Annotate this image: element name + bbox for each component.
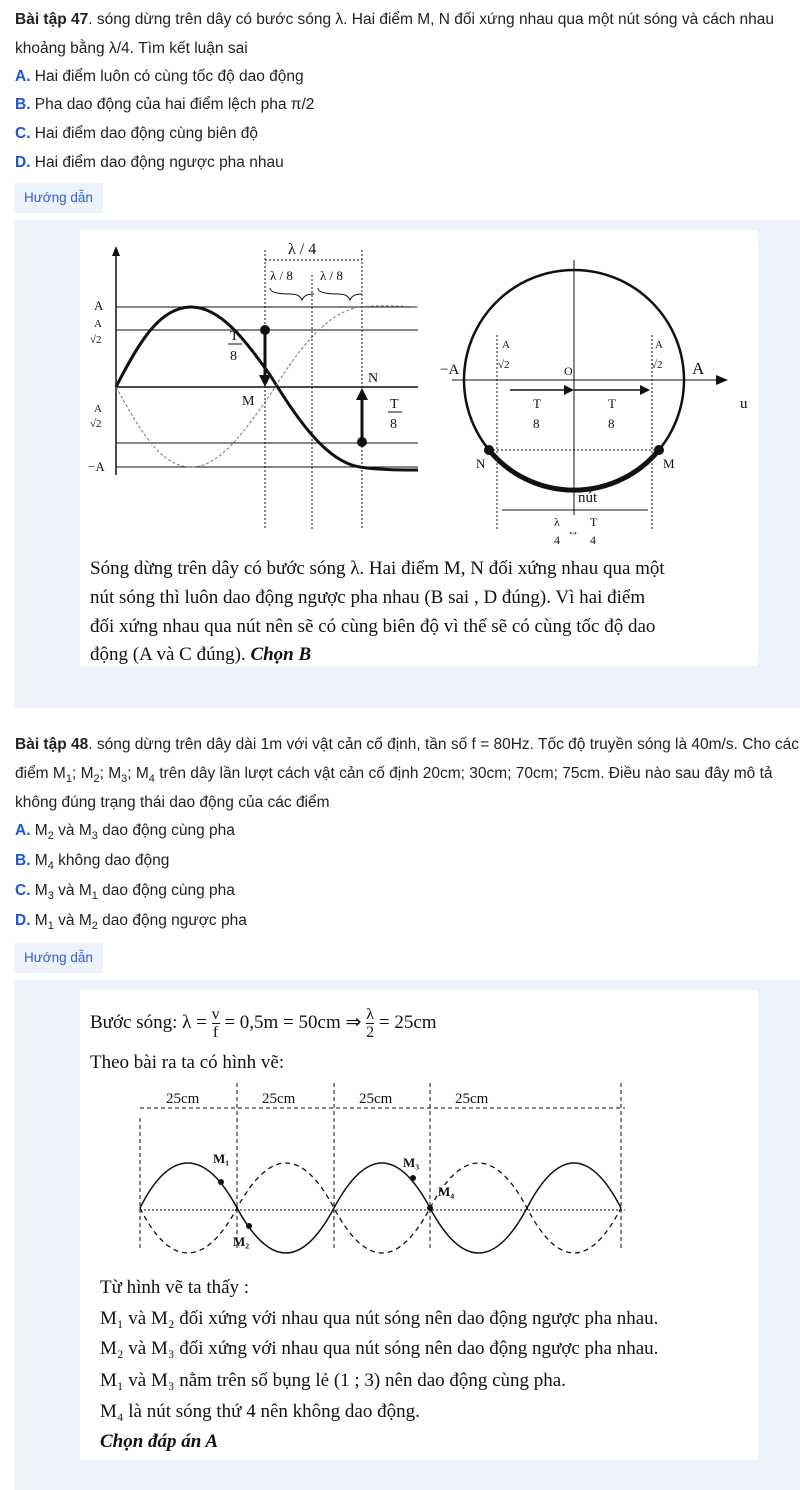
q47-label: Bài tập 47 — [15, 11, 89, 28]
q48-answer: Chọn đáp án A — [100, 1431, 219, 1452]
circle-label-M: M — [663, 456, 675, 471]
q47-text1: . sóng dừng trên dây có bước sóng λ. Hai điểm M, N đối xứng nhau qua một nút sóng và cách nhau — [88, 11, 775, 28]
label-M2: M₂ — [233, 1234, 250, 1249]
label-eight1: 8 — [230, 349, 237, 364]
circle-label-O: O — [564, 364, 573, 378]
circle-label-eight2: 8 — [608, 416, 615, 431]
circle-label-A: A — [692, 359, 705, 378]
q47-solution-panel — [14, 220, 800, 708]
circle-label-negA-sqrt2-den: √2 — [498, 359, 510, 371]
q47-option-c[interactable] — [15, 124, 258, 144]
dot-N — [357, 437, 367, 447]
circle-label-four: 4 — [554, 533, 560, 547]
option-text: Pha dao động của hai điểm lệch pha π/2 — [30, 96, 315, 113]
circle-label-eight1: 8 — [533, 416, 540, 431]
circle-label-arrow: ↔ — [567, 524, 579, 538]
q48-guide-button[interactable]: Hướng dẫn — [14, 943, 103, 973]
q48-conclusion-3: M₁ và M₃ nằm trên số bụng lẻ (1 ; 3) nên dao động cùng pha. — [100, 1370, 566, 1391]
option-letter: B. — [15, 96, 31, 113]
q48-text-line1 — [15, 735, 799, 755]
q47-wave-diagram — [80, 230, 758, 550]
circle-label-four2: 4 — [590, 533, 596, 547]
dot-circle-N — [484, 445, 494, 455]
q48-option-d[interactable]: D. $M_1$ và $M_2$ dao động ngược pha — [15, 912, 247, 933]
option-letter: C. — [15, 125, 31, 142]
q47-option-b[interactable] — [15, 95, 314, 115]
q47-text-line2: khoảng bằng λ/4. Tìm kết luận sai — [15, 40, 248, 57]
y-axis-arrow-icon — [112, 246, 120, 256]
q47-solution-line1: Sóng dừng trên dây có bước sóng λ. Hai điểm M, N đối xứng nhau qua một — [90, 558, 665, 579]
label-sqrt2: √2 — [90, 334, 102, 346]
q47-solution-line4 — [90, 644, 311, 666]
q48-solution-panel — [14, 980, 800, 1490]
arrow-M-head-icon — [259, 375, 271, 387]
q48-formula: Bước sóng: λ = $\frac{v}{f}$ = 0,5m = 50cm ⇒ $\frac{\lambda}{2}$ = 25cm — [90, 1006, 437, 1041]
arrow-N-head-icon — [356, 388, 368, 400]
circle-label-A-sqrt2-den: √2 — [651, 359, 663, 371]
option-text: Hai điểm dao động ngược pha nhau — [30, 154, 284, 171]
segment-label-2: 25cm — [262, 1091, 296, 1107]
q48-conclusion-head: Từ hình vẽ ta thấy : — [100, 1277, 250, 1298]
q47-answer: Chọn B — [250, 644, 312, 665]
label-negA-frac-num: A — [94, 403, 102, 415]
q47-solution-card — [80, 230, 758, 666]
circle-label-A-sqrt2-num: A — [655, 339, 663, 351]
segment-label-4: 25cm — [455, 1091, 489, 1107]
label-lambda8-b: λ / 8 — [320, 268, 343, 283]
point-M2 — [246, 1223, 252, 1229]
q48-conclusion-1: M₁ và M₂ đối xứng với nhau qua nút sóng nên dao động ngược pha nhau. — [100, 1308, 659, 1329]
point-M3 — [410, 1175, 416, 1181]
q48-conclusion-2: M₂ và M₃ đối xứng với nhau qua nút sóng nên dao động ngược pha nhau. — [100, 1338, 659, 1359]
label-neg-sqrt2: √2 — [90, 418, 102, 430]
q47-text-line1 — [15, 10, 774, 30]
q48-label: Bài tập 48 — [15, 736, 89, 753]
point-M1 — [218, 1179, 224, 1185]
circle-label-negA: −A — [440, 362, 460, 378]
label-M4: M₄ — [438, 1184, 455, 1199]
label-A: A — [94, 298, 104, 313]
circle-label-nut: nút — [578, 490, 598, 506]
q48-solution-card — [80, 990, 758, 1460]
label-negA: −A — [88, 459, 105, 474]
circle-label-T2: T — [608, 396, 616, 411]
solution-last-text: động (A và C đúng). — [90, 644, 251, 665]
q48-wave-diagram — [80, 1078, 758, 1258]
q48-text1: . sóng dừng trên dây dài 1m với vật cản cố định, tần số f = 80Hz. Tốc độ truyền sóng là 40m/s. Cho các — [88, 736, 800, 753]
label-M1: M₁ — [213, 1151, 230, 1166]
option-letter: D. — [15, 154, 31, 171]
dot-circle-M — [654, 445, 664, 455]
option-letter: A. — [15, 68, 31, 85]
circle-label-T3: T — [590, 515, 598, 529]
q47-option-d[interactable] — [15, 153, 284, 173]
haxis-arrow-icon — [716, 375, 728, 385]
label-lambda4: λ / 4 — [288, 241, 317, 258]
label-N: N — [368, 371, 379, 386]
q48-text-line2: điểm $M_1$; $M_2$; $M_3$; $M_4$ trên dây lần lượt cách vật cản cố định 20cm; 30cm; 70cm; 75cm. Điều nào sau đây mô tả — [15, 765, 773, 786]
brace-a-icon — [270, 288, 314, 300]
brace-b-icon — [318, 288, 362, 300]
q47-guide-button[interactable]: Hướng dẫn — [14, 183, 103, 213]
circle-label-lambda: λ — [554, 515, 560, 529]
segment-label-1: 25cm — [166, 1091, 200, 1107]
circle-label-T1: T — [533, 396, 541, 411]
label-M3: M₃ — [403, 1155, 420, 1170]
point-M4 — [427, 1205, 433, 1211]
label-M: M — [242, 394, 255, 409]
q48-figure-intro: Theo bài ra ta có hình vẽ: — [90, 1052, 285, 1073]
q47-option-a[interactable] — [15, 67, 304, 87]
q47-solution-line2: nút sóng thì luôn dao động ngược pha nhau (B sai , D đúng). Vì hai điểm — [90, 587, 646, 608]
option-text: Hai điểm dao động cùng biên độ — [30, 125, 258, 142]
dot-M — [260, 325, 270, 335]
option-text: Hai điểm luôn có cùng tốc độ dao động — [30, 68, 304, 85]
q48-option-b[interactable]: B. $M_4$ không dao động — [15, 852, 170, 873]
circle-label-N: N — [476, 456, 486, 471]
q48-option-c[interactable]: C. $M_3$ và $M_1$ dao động cùng pha — [15, 882, 235, 903]
label-T2: T — [390, 397, 399, 412]
q48-text-line3: không đúng trạng thái dao động của các điểm — [15, 794, 330, 811]
label-T1: T — [230, 329, 239, 344]
q48-option-a[interactable]: A. $M_2$ và $M_3$ dao động cùng pha — [15, 822, 235, 843]
q47-solution-line3: đối xứng nhau qua nút nên sẽ có cùng biên độ vì thế sẽ có cùng tốc độ dao — [90, 616, 656, 637]
label-A-frac-num: A — [94, 318, 102, 330]
wave-solid — [140, 1163, 621, 1253]
label-eight2: 8 — [390, 417, 397, 432]
circle-label-u: u — [740, 396, 748, 412]
q48-conclusion-4: M₄ là nút sóng thứ 4 nên không dao động. — [100, 1401, 420, 1422]
circle-label-negA-sqrt2-num: A — [502, 339, 510, 351]
label-lambda8-a: λ / 8 — [270, 268, 293, 283]
segment-label-3: 25cm — [359, 1091, 393, 1107]
